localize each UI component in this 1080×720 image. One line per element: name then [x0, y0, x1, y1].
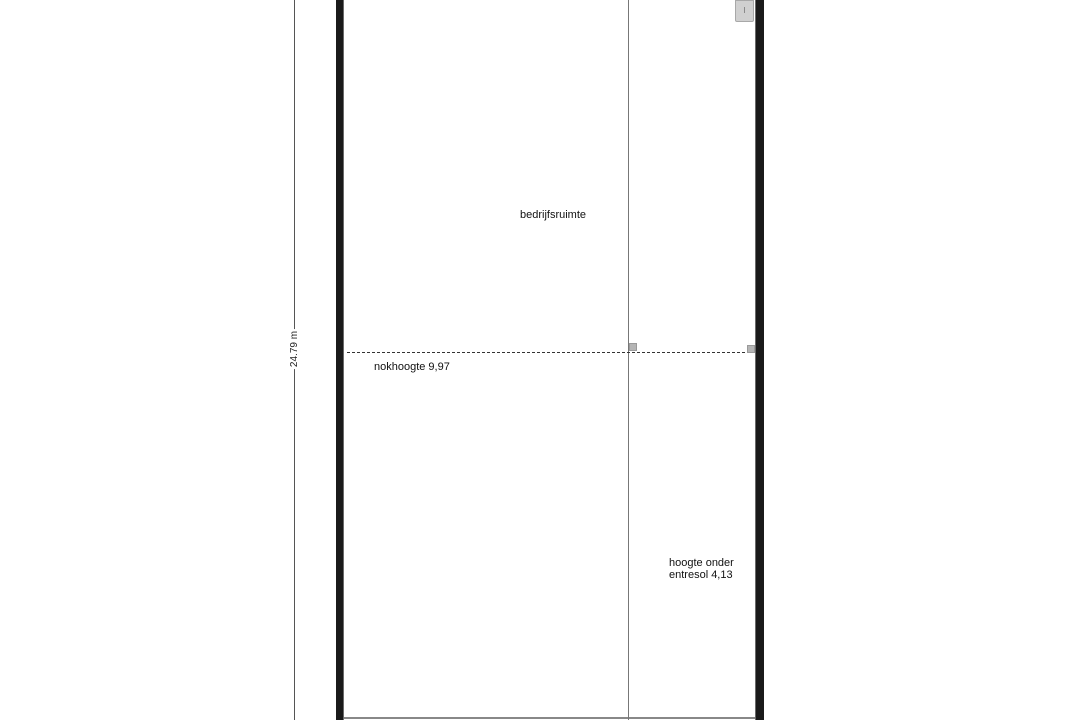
entresol-divider-line: [628, 0, 629, 720]
structural-column: [747, 345, 755, 353]
room-name-label: bedrijfsruimte: [520, 209, 587, 221]
entresol-height-line1: hoogte onder: [669, 557, 734, 569]
corner-post: [735, 0, 754, 22]
length-dimension-label: 24.79 m: [289, 330, 300, 368]
structural-column: [629, 343, 637, 351]
entresol-height-line2: entresol 4,13: [669, 569, 733, 581]
building-outline: [336, 0, 764, 720]
entresol-height-label: [669, 557, 734, 581]
ridge-dashed-line: [347, 352, 755, 353]
right-wall-inner-edge: [755, 0, 756, 720]
bottom-wall-line: [344, 717, 755, 719]
left-wall-inner-edge: [343, 0, 344, 720]
ridge-height-label: nokhoogte 9,97: [374, 361, 450, 373]
